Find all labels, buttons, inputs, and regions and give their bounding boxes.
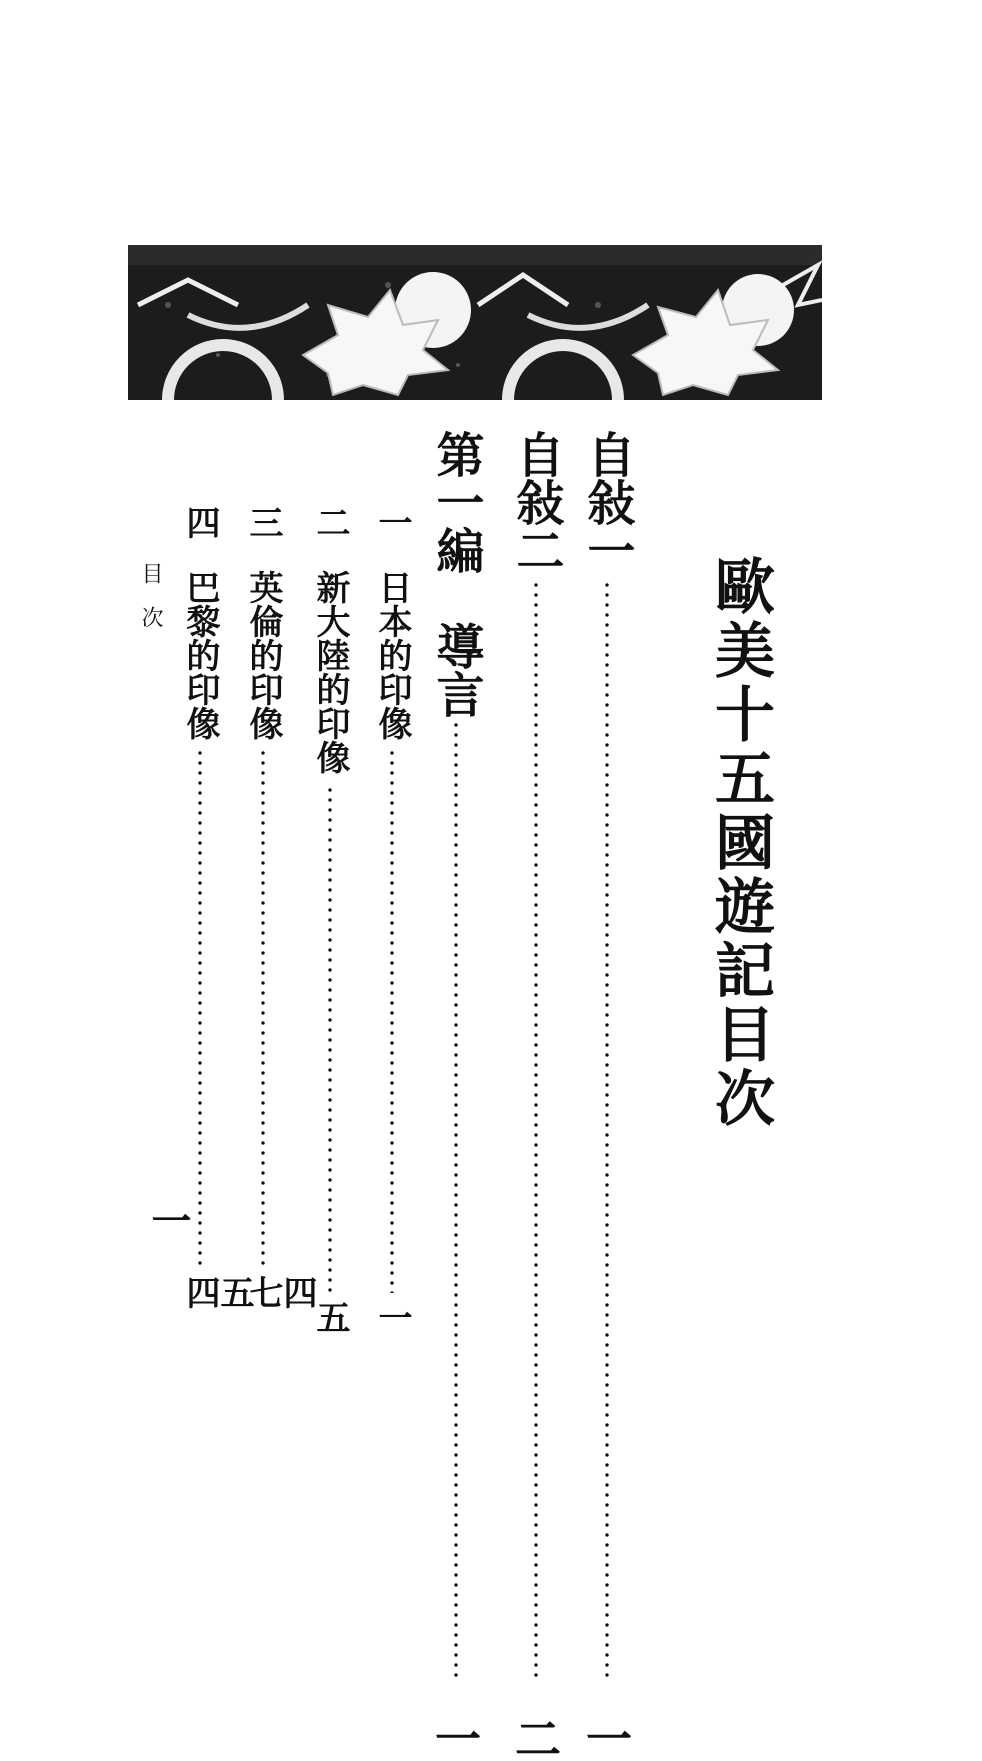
section-label: 英倫的印像 [243,570,283,740]
section-page: 四七 [243,1275,317,1309]
leader-dots [534,580,538,1680]
section-number: 四 [180,505,220,539]
section-number: 三 [243,505,283,539]
entry-label: 自敍一 [579,430,635,574]
entry-page: 一 [579,1715,633,1761]
decorative-banner [128,245,822,400]
leader-dots [261,748,265,1268]
leader-dots [328,785,332,1293]
section-label: 新大陸的印像 [310,570,350,774]
running-head: 目次 [138,562,163,650]
leader-dots [198,748,202,1268]
leader-dots [454,720,458,1680]
section-number: 二 [310,505,350,539]
entry-label: 自敍二 [508,430,564,574]
entry-page: 二 [508,1715,562,1761]
section-number: 一 [372,505,412,539]
banner-ornament-graphic [128,245,822,400]
entry-page: 一 [428,1715,482,1761]
section-label: 巴黎的印像 [180,570,220,740]
section-page: 五 [310,1300,350,1334]
leader-dots [605,580,609,1680]
leader-dots [390,748,394,1293]
section-page: 一 [372,1300,412,1334]
section-label: 日本的印像 [372,570,412,740]
entry-label: 第一編 導言 [428,430,484,718]
section-page: 五四 [180,1275,254,1309]
toc-title: 歐美十五國遊記目次 [705,555,775,1131]
page-number: 一 [145,1200,192,1240]
